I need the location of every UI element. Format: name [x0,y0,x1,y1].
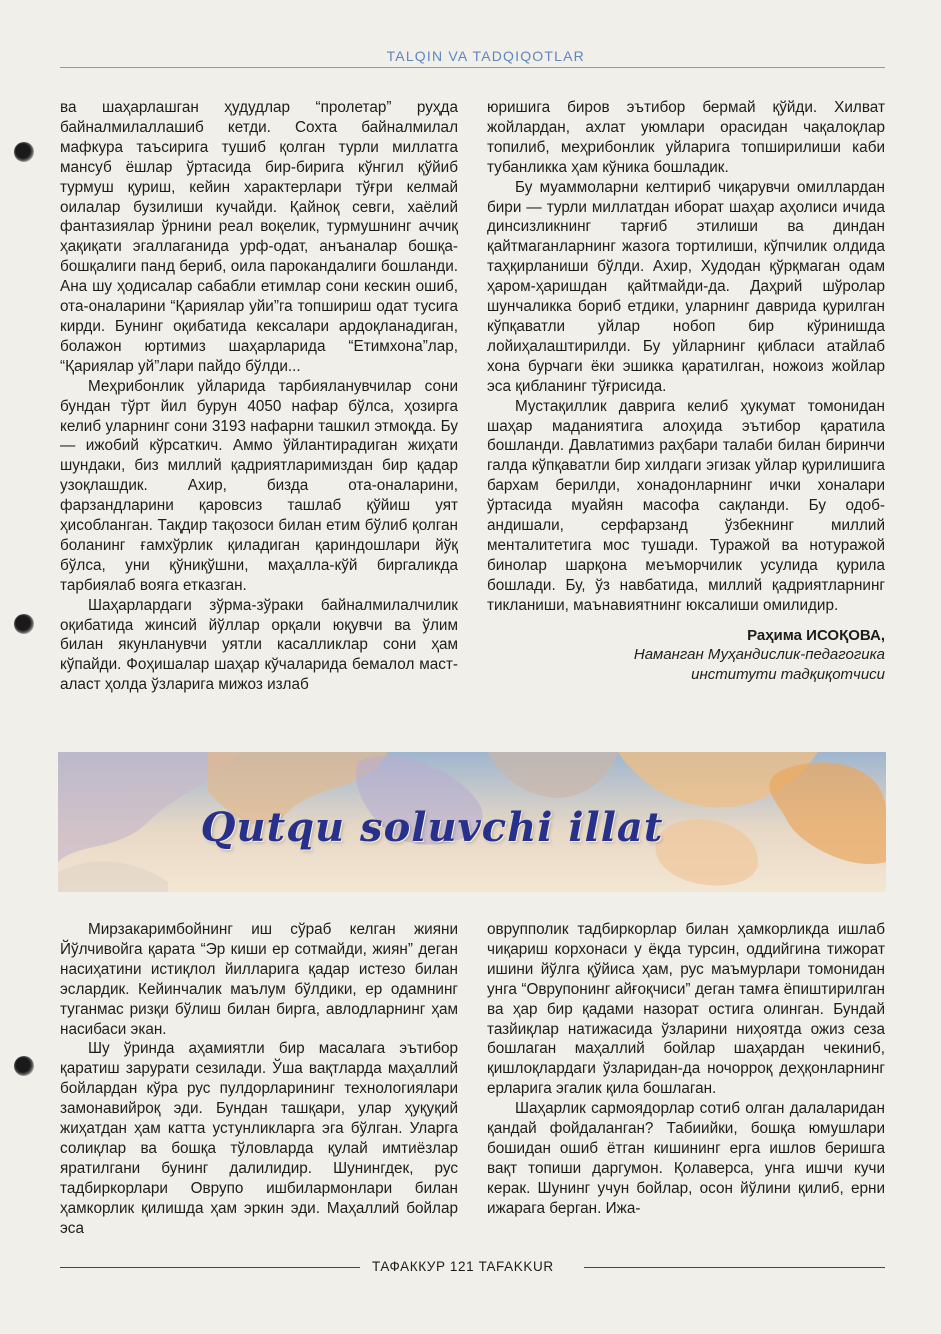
author-name: Раҳима ИСОҚОВА, [747,626,885,644]
article-title-banner [58,752,886,892]
article2-column-right [487,920,885,1219]
paragraph: Шаҳарлардаги зўрма-зўраки байналмилалчилик оқибатида жинсий йўллар орқали юқувчи ва ўлим билан якунланувчи уятли касалликлар сони ҳам кўпайди. Фоҳишалар шаҳар кўчаларида бемалол маст-аласт ҳолда ўзларига мижоз излаб [60,596,458,694]
article1-column-left [60,98,458,695]
article2-column-left [60,920,458,1239]
page-folio [60,1259,885,1275]
author-affiliation-line1: Наманган Муҳандислик-педагогика [633,646,885,664]
paragraph: оврупполик тадбиркорлар билан ҳамкорликда ишлаб чиқариш корхонаси у ёқда турсин, оддийгина тижорат ишини йўлга қўйиса ҳам, рус маъмурлари томонидан унга “Оврупонинг айғоқчиси” деган тамға ёпиштирилган ва ҳар бир қадами назорат остига олинган. Бундай тазйиқлар натижасида ўзларини ниҳоятда ожиз сеза бошлаган маҳаллий бойлар шаҳардан чекиниб, қишлоқлардаги ўзларидан-да ночорроқ деҳқонларнинг ерларига эгалик қила бошлаган. [487,921,885,1098]
punch-hole [14,1056,34,1076]
paragraph: Шаҳарлик сармоядорлар сотиб олган далаларидан қандай фойдаланган? Табиийки, бошқа юмушлари бошидан ошиб ётган кишининг ерга ишлов беришга вақт топиши даргумон. Қолаверса, унга ишчи кучи керак. Шунинг учун бойлар, осон йўлини қилиб, ерни ижарага берган. Ижа- [487,1100,885,1217]
folio-text: ТАФАККУР 121 TAFAKKUR [372,1259,554,1274]
author-affiliation-line2: институти тадқиқотчиси [691,666,885,684]
punch-hole [14,142,34,162]
paragraph: Шу ўринда аҳамиятли бир масалага эътибор қаратиш зарурати сезилади. Ўша вақтларда маҳаллий бойлардан кўра рус пулдорларининг технологиялари замонавийроқ эди. Бундан ташқари, улар ҳуқуқий жиҳатдан ҳам катта устунликларга эга бўлган. Уларга солиқлар ва бошқа тўловларда қулай имтиёзлар яратилгани бунинг далилидир. Шунингдек, рус тадбиркорлари Оврупо ишбилармонлари билан ҳамкорлик қилишда ҳам эркин эди. Маҳаллий бойлар эса [60,1040,458,1237]
article-title: Qutqu soluvchi illat [200,804,664,851]
paragraph: ва шаҳарлашган ҳудудлар “пролетар” руҳда байналмилаллашиб кетди. Сохта байналмилал мафкура таъсирига тушиб қолган турли миллатга мансуб ёшлар ўртасида бир-бирига кўнгил қўйиб турмуш қуриш, кейин характерлари тўғри келмай оилалар бузилиши кучайди. Қайноқ севги, хаёлий фантазиялар ўрнини реал воқелик, турмушнинг аччиқ ҳақиқати эгаллаганида урф-одат, анъаналар бошқа-бошқалиги панд бериб, оила парокандалиги бошланди. Ана шу ҳодисалар сабабли етимлар сони кескин ошиб, ота-оналарини “Қариялар уйи”га топшириш одат тусига кирди. Бунинг оқибатида кексалари ардоқланадиган, болажон юртимиз шаҳарларида “Етимхона”лар, “Қариялар уй”лари пайдо бўлди... [60,99,458,375]
header-rule [60,67,885,68]
folio-rule-left [60,1267,360,1268]
paragraph: Бу муаммоларни келтириб чиқарувчи омиллардан бири — турли миллатдан иборат шаҳар аҳолиси ичида динсизликнинг тарғиб этилиши ва диндан қайтмаганларнинг жазога тортилиши, кўпчилик олдида таҳқирланиши бўлди. Ахир, Худодан қўрқмаган одам ҳаром-ҳаришдан қайтмайди-да. Даҳрий шўролар шунчаликка бориб етдики, уларнинг даврида қурилган кўпқаватли уйлар нобоп бир кўринишда лойиҳалаштирилди. Бу уйларнинг қибласи атайлаб хона бурчаги ёки эшикка қаратилган, ножоиз жойлар эса қибланинг тўғрисида. [487,178,885,395]
running-header-title: TALQIN VA TADQIQOTLAR [386,48,585,64]
paragraph: юришига биров эътибор бермай қўйди. Хилват жойлардан, ахлат уюмлари орасидан чақалоқлар топилиб, меҳрибонлик уйларига топширилиши каби тубанликка ҳам кўника бошладик. [487,99,885,176]
punch-hole [14,614,34,634]
paragraph: Мирзакаримбойнинг иш сўраб келган жияни Йўлчивойга қарата “Эр киши ер сотмайди, жиян” деган насиҳатини истиқлол йилларига қадар истезо билан эслардик. Кейинчалик маълум бўлдики, ер одамнинг туганмас ризқи бўлиш билан бирга, авлодларнинг ҳам насибаси экан. [60,921,458,1038]
paragraph: Мустақиллик даврига келиб ҳукумат томонидан шаҳар маданиятига алоҳида эътибор қаратила бошланди. Давлатимиз раҳбари талаби билан биринчи галда кўпқаватли бир хилдаги эгизак уйлар қурилишига бархам берилди, хонадонларнинг ички хоналари ўртасида муайян масофа сақланди. Бу одоб-андишали, серфарзанд ўзбекнинг миллий менталитетига мос тушади. Туражой ва нотуражой бинолар шарқона меъморчилик усулида қурила бошлади. Бу, ўз навбатида, миллий қадриятларнинг тикланиши, маънавиятнинг юксалиши омилидир. [487,397,885,614]
paragraph: Меҳрибонлик уйларида тарбияланувчилар сони бундан тўрт йил бурун 4050 нафар бўлса, ҳозирга келиб уларнинг сони 3193 нафарни ташкил этмоқда. Бу — ижобий кўрсаткич. Аммо ўйлантирадиган жиҳати шундаки, биз миллий қадриятларимиздан бир қадар узоқлашдик. Ахир, бизда ота-оналарини, фарзандларини қаровсиз ташлаб қўйиш уят ҳисобланган. Тақдир тақозоси билан етим бўлиб қолган боланинг ғамхўрлик қиладиган қариндошлари йўқ бўлса, уни қўниқўшни, маҳалла-кўй биргаликда тарбиялаб воягa етказган. [60,377,458,594]
running-header [60,48,885,68]
article1-column-right [487,98,885,685]
author-signature [487,626,885,686]
folio-rule-right [584,1267,885,1268]
